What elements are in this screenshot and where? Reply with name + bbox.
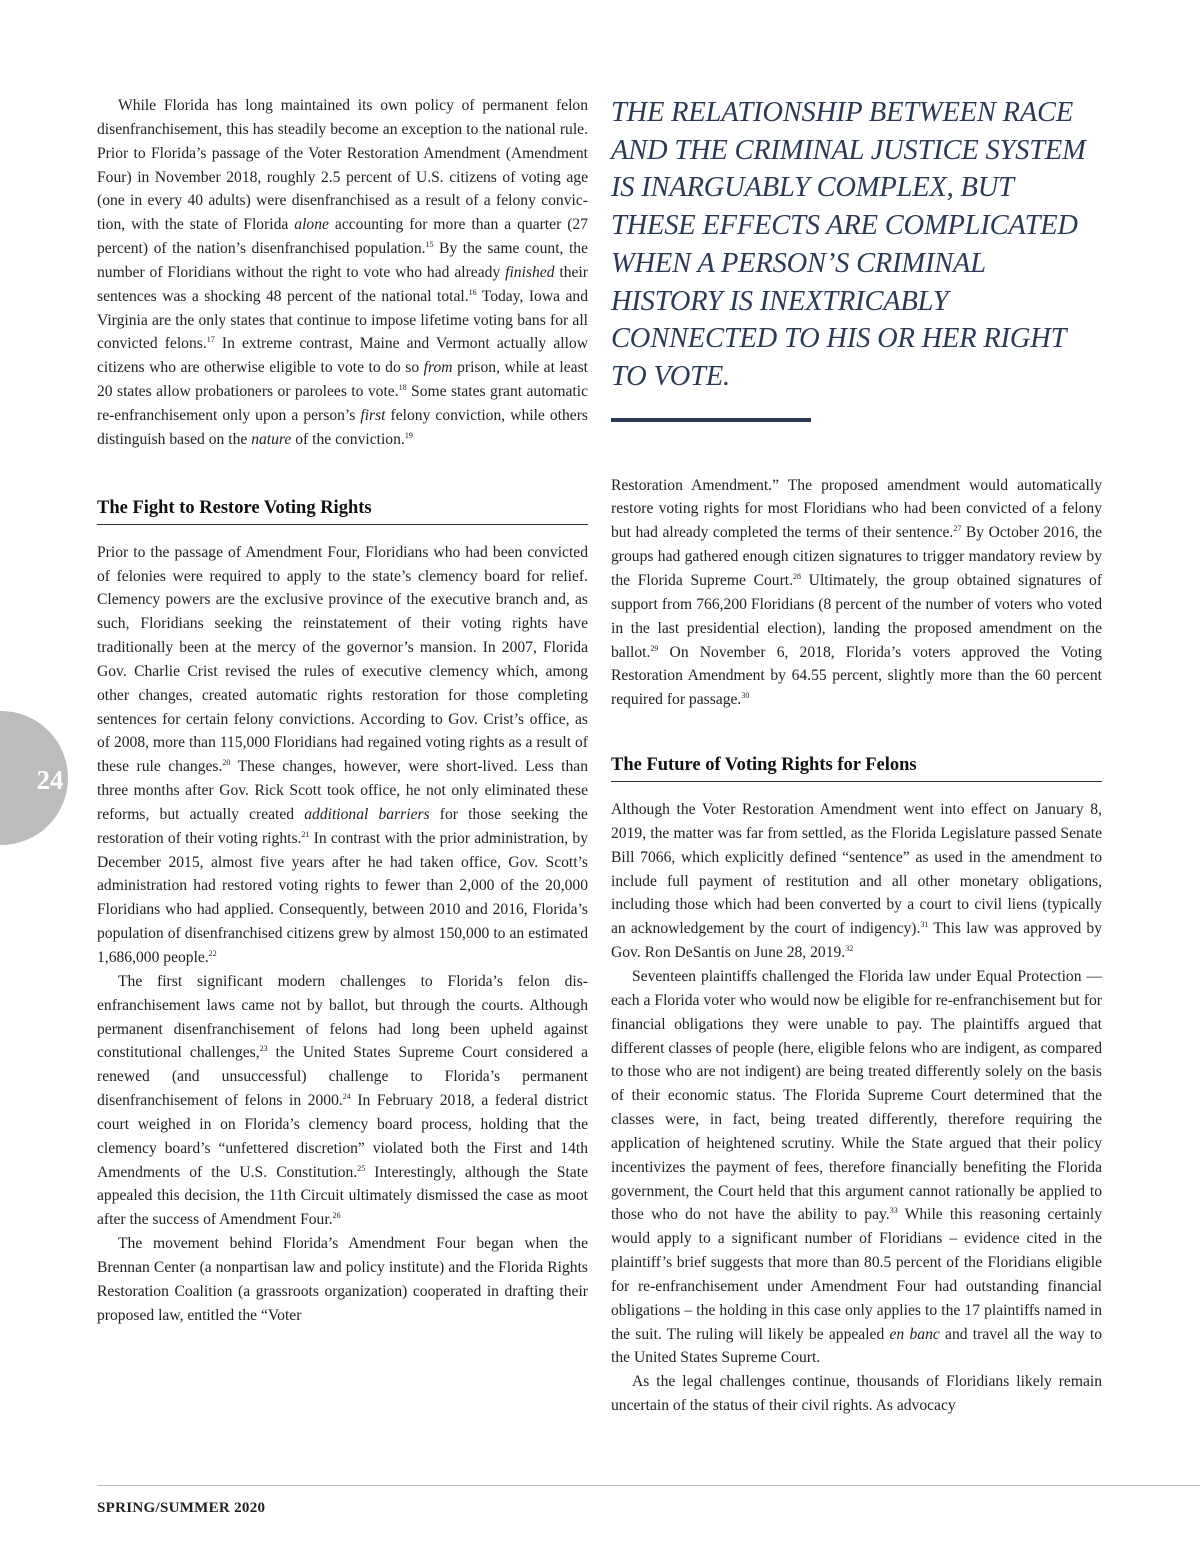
footnote-ref: 20 xyxy=(222,758,231,768)
footnote-ref: 31 xyxy=(920,920,929,930)
footnote-ref: 15 xyxy=(425,239,434,249)
paragraph-legal-challenges: As the legal challenges continue, thousands of Floridians likely remain uncertain of the status of their civil rights. As advocacy xyxy=(611,1373,1102,1415)
footnote-ref: 32 xyxy=(845,943,854,953)
paragraph-senate-bill: Although the Voter Restoration Amendment went into effect on January 8, 2019, the matter was far from settled, as the Florida Legislature passed Senate Bill 7066, which explicitly defined “sentence” as used in the amendment to include full payment of restitution and all other monetary obligations, including those which had been converted by a court to civil liens (typically an acknowledgement by the court of indigency).$^{31}$ This law was approved by Gov. Ron DeSantis on June 28, 2019.32 xyxy=(611,801,1102,962)
footnote-ref: 16 xyxy=(468,287,477,297)
footnote-ref: 19 xyxy=(404,430,413,440)
footer-issue-label: SPRING/SUMMER 2020 xyxy=(97,1500,266,1516)
footnote-ref: 18 xyxy=(398,382,407,392)
section-heading-fight: The Fight to Restore Voting Rights xyxy=(97,495,588,525)
paragraph-clemency: Prior to the passage of Amendment Four, Floridians who had been convicted of felonies were required to apply to the state’s clemency board for relief. Clemency powers are the exclusive province of the executive branch and, as such, Floridians seeking the reinstatement of their voting rights have traditionally been at the mercy of the governor’s mansion. In 2007, Florida Gov. Charlie Crist revised the rules of executive clemency which, among other changes, created automatic rights restoration for those completing sentences for certain felony convictions. According to Gov. Crist’s office, as of 2008, more than 115,000 Floridians had regained voting rights as a result of these rule changes.$^{20}$ These changes, however, were short-lived. Less than three months after Gov. Rick Scott took office, he not only eliminated these reforms, but actually created additional barriers for those seeking the restoration of their voting rights.$^{21}$ In contrast with the prior administration, by December 2015, almost five years after he had taken office, Gov. Scott’s administration had restored voting rights to fewer than 2,000 of the 20,000 Floridians who had applied. Consequently, between 2010 and 2016, Florida’s population of disenfranchised citizens grew by almost 150,000 to an estimated 1,686,000 people.$^{22}$ xyxy=(97,543,589,966)
footnote-ref: 27 xyxy=(953,524,962,534)
pull-quote-rule xyxy=(611,418,811,422)
paragraph-plaintiffs: Seventeen plaintiffs challenged the Florida law under Equal Protection — each a Florida voter who would now be eligible for re-enfranchisement but for financial obligations they were unable to pay. The plaintiffs argued that different classes of people (here, eligible felons who are indigent, as compared to those who are not indigent) are being treated differently solely on the basis of their economic status. The Florida Supreme Court determined that the classes were, in fact, being treated differently, therefore requiring the application of heightened scrutiny. While the State argued that their policy incentivizes the payment of fees, therefore financially benefiting the Florida government, the Court held that this argument cannot rationally be applied to those who do not have the ability to pay.$^{33}$ While this reasoning certainly would apply to a significant number of Floridians – evidence cited in the plaintiff’s brief suggests that more than 80.5 percent of the Floridians eligible for re-enfranchisement under Amendment Four had outstanding financial obligations – the holding in this case only applies to the 17 plaintiffs named in the suit. The ruling will likely be appealed en banc and travel all the way to the United States Supreme Court. xyxy=(611,967,1102,1367)
left-column xyxy=(97,94,588,1328)
paragraph-movement: The movement behind Florida’s Amendment Four began when the Brennan Center (a nonpartisan law and policy institute) and the Florida Rights Restoration Coalition (a grassroots organization) cooperated in drafting their proposed law, entitled the “Voter xyxy=(97,1235,588,1324)
footnote-ref: 22 xyxy=(208,948,217,958)
page-number: 24 xyxy=(36,765,64,795)
paragraph-challenges: The first significant modern challenges to Florida’s felon disenfranchisement laws came not by ballot, but through the courts. Although permanent disenfranchisement of felons had long been upheld against constitutional challenges,$^{23}$ the United States Supreme Court considered a renewed (and unsuccessful) challenge to Florida’s permanent disenfranchisement of felons in 2000.24 In February 2018, a federal district court weighed in on Florida’s clemency board process, holding that the clemency board’s “unfettered discretion” violated both the First and 14th Amendments of the U.S. Constitution.$^{25}$ Interestingly, although the State appealed this decision, the 11th Circuit ultimately dismissed the case as moot after the success of Amendment Four.$^{26}$ xyxy=(97,972,589,1229)
footnote-ref: 21 xyxy=(301,829,310,839)
footnote-ref: 17 xyxy=(206,335,215,345)
footnote-ref: 30 xyxy=(741,691,750,701)
footnote-ref: 25 xyxy=(357,1163,366,1173)
paragraph-intro: While Florida has long maintained its own policy of permanent felon disenfranchisement, this has steadily become an exception to the national rule. Prior to Florida’s passage of the Voter Restoration Amendment (Amendment Four) in November 2018, roughly 2.5 percent of U.S. citizens of voting age (one in every 40 adults) were disenfranchised as a result of a felony conviction, with the state of Florida alone accounting for more than a quarter (27 percent) of the nation’s disenfranchised population.$^{15}$ By the same count, the number of Floridians without the right to vote who had already finished their sentences was a shocking 48 percent of the national total.$^{16}$ Today, Iowa and Virginia are the only states that continue to impose lifetime voting bans for all convicted felons.$^{17}$ In extreme contrast, Maine and Vermont actually allow citizens who are otherwise eligible to vote to do so from prison, while at least 20 states allow probationers or parolees to vote.$^{18}$ Some states grant automatic re-enfranchisement only upon a person’s first felony conviction, while others distinguish based on the nature of the conviction.$^{19}$ xyxy=(97,97,588,448)
footnote-ref: 29 xyxy=(650,643,659,653)
right-column xyxy=(611,94,1102,1418)
footnote-ref: 28 xyxy=(793,571,801,581)
section-heading-future: The Future of Voting Rights for Felons xyxy=(611,752,1102,782)
pull-quote: THE RELATIONSHIP BETWEEN RACE AND THE CRIMINAL JUSTICE SYSTEM IS INARGUABLY COMPLEX, BUT THESE EFFECTS ARE COMPLICATED WHEN A PERSON’S CRIMINAL HISTORY IS INEXTRICABLY CONNECTED TO HIS OR HER RIGHT TO VOTE. xyxy=(611,97,1086,392)
footnote-ref: 26 xyxy=(332,1211,341,1221)
footnote-ref: 24 xyxy=(342,1091,351,1101)
footnote-ref: 33 xyxy=(889,1206,898,1216)
paragraph-amendment: Restoration Amendment.” The proposed amendment would automatically restore voting rights for most Floridians who had been convicted of a felony but had already completed the terms of their sentence.$^{27}$ By October 2016, the groups had gathered enough citizen signatures to trigger mandatory review by the Florida Supreme Court.$^{28}$ Ultimately, the group obtained signatures of support from 766,200 Floridians (8 percent of the number of voters who voted in the last presidential election), landing the proposed amendment on the ballot.$^{29}$ On November 6, 2018, Florida’s voters approved the Voting Restoration Amendment by 64.55 percent, slightly more than the 60 percent required for passage.$^{30}$ xyxy=(611,476,1103,709)
footer-rule xyxy=(97,1485,1200,1486)
footnote-ref: 23 xyxy=(259,1044,268,1054)
